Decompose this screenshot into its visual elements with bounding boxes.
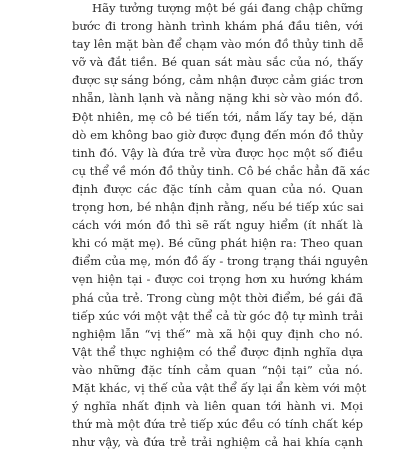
text-line: cách với món đồ thì sẽ rất nguy hiểm (ít nhất là	[72, 218, 363, 233]
text-line: Hãy tưởng tượng một bé gái đang chập chững	[92, 1, 363, 15]
text-line: cụ thể về món đồ thủy tinh. Cô bé chắc hẳn đã xác	[72, 163, 370, 178]
text-line: tiếp xúc với một vật thể cả từ góc độ tự mình trải	[72, 308, 363, 323]
text-line: nghiệm lẫn “vị thế” mà xã hội quy định cho nó.	[72, 326, 363, 341]
text-line: điểm của mẹ, món đồ ấy - trong trạng thái nguyên	[72, 254, 369, 269]
text-line: định được các đặc tính cảm quan của nó. Quan	[72, 181, 363, 196]
body-text	[72, 0, 370, 451]
text-line: thứ mà một đứa trẻ tiếp xúc đều có tính chất kép	[72, 417, 363, 432]
text-line: dò em không bao giờ được đụng đến món đồ thủy	[72, 127, 364, 142]
text-line: tay lên mặt bàn để chạm vào món đồ thủy tinh dễ	[72, 37, 364, 52]
text-line: được sự sáng bóng, cảm nhận được cảm giác trơn	[72, 73, 364, 88]
text-line: vẹn hiện tại - được coi trọng hơn xu hướng khám	[72, 272, 363, 287]
text-line: Đột nhiên, mẹ cô bé tiến tới, nắm lấy tay bé, dặn	[72, 109, 363, 124]
text-line: ý nghĩa nhất định và liên quan tới hành vi. Mọi	[72, 399, 363, 414]
text-line: Vật thể thực nghiệm có thể được định nghĩa dựa	[72, 344, 363, 359]
text-line: phá của trẻ. Trong cùng một thời điểm, bé gái đã	[72, 290, 363, 305]
text-line: như vậy, và đứa trẻ trải nghiệm cả hai khía cạnh	[72, 435, 363, 450]
text-line: vỡ và đắt tiền. Bé quan sát màu sắc của nó, thấy	[72, 55, 363, 70]
text-line: bước đi trong hành trình khám phá đầu tiên, với	[72, 19, 363, 34]
text-line: tinh đó. Vậy là đứa trẻ vừa được học một số điều	[72, 145, 363, 160]
text-line: nhẵn, lành lạnh và nằng nặng khi sờ vào món đồ.	[72, 91, 363, 106]
text-line: khi có mặt mẹ). Bé cũng phát hiện ra: Theo quan	[72, 236, 363, 251]
text-line: vào những đặc tính cảm quan “nội tại” của nó.	[72, 362, 363, 377]
text-line: Mặt khác, vị thế của vật thể ấy lại ẩn kèm với một	[72, 380, 367, 395]
text-line: trọng hơn, bé nhận định rằng, nếu bé tiếp xúc sai	[72, 200, 364, 215]
